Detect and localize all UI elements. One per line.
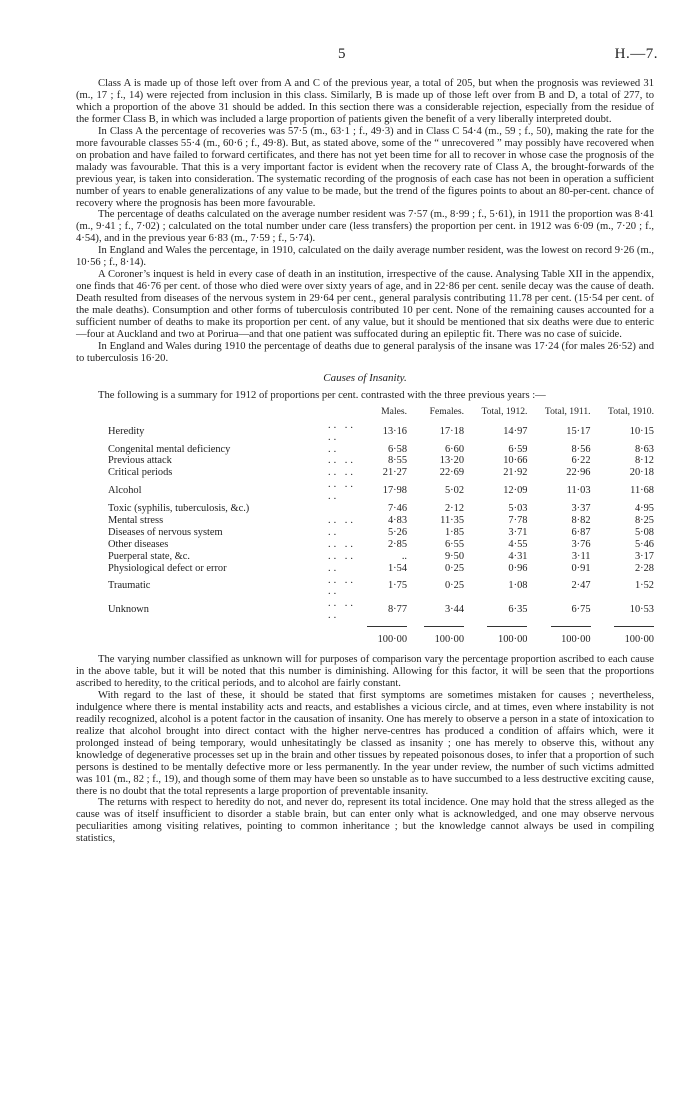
cell-value: 21·92 bbox=[503, 467, 528, 479]
table-header-row bbox=[76, 406, 654, 420]
leader-dots: .. .. bbox=[328, 550, 356, 562]
cell-value: 8·63 bbox=[634, 443, 654, 455]
cell-value: 2·28 bbox=[634, 562, 654, 574]
cell-value: 6·60 bbox=[444, 443, 465, 455]
total-value: 100·00 bbox=[498, 634, 528, 646]
cause-label: Other diseases bbox=[108, 538, 169, 550]
cause-label: Unknown bbox=[108, 604, 149, 616]
cell-value: 13·20 bbox=[439, 455, 465, 467]
cell-value: 11·03 bbox=[566, 485, 591, 497]
table-row bbox=[76, 420, 654, 444]
paragraph-general-paralysis: In England and Wales during 1910 the percentage of deaths due to general paralysis of the insane was 17·24 (for males 26·52) and to tuberculosis 16·20. bbox=[76, 340, 654, 364]
cell-value: 3·37 bbox=[571, 503, 591, 515]
cell-value: 5·08 bbox=[634, 526, 654, 538]
cell-value: 8·12 bbox=[634, 455, 654, 467]
cell-value: 14·97 bbox=[503, 425, 528, 437]
cell-value: 5·02 bbox=[444, 485, 465, 497]
cell-value: 1·85 bbox=[444, 526, 465, 538]
cell-value: 7·46 bbox=[387, 503, 408, 515]
leader-dots: .. .. bbox=[328, 514, 356, 526]
cell-value: 2·12 bbox=[444, 503, 465, 515]
paragraph-alcohol: With regard to the last of these, it should be stated that first symptoms are sometimes mistaken for causes ; nevertheless, indulgence where there is mental instability acts and reacts, and establishes a vicious circle, and at times, even where instability is not readily recognized, alcohol is a potent factor in the causation of insanity. One has merely to observe a person in a state of intoxication to realize that alcohol brought into direct contact with the higher nerve-centres has produced a condition of affairs which, were it prolonged instead of being temporary, would unhesitatingly be classed as insanity ; one has merely to observe this, without any knowledge of degenerative processes set up in the brain and other tissues by repeated poisonous doses, to infer that a proportion of such persons is destined to be mentally defective more or less permanently. In the year under review, the number of such victims admitted was 101 (m., 82 ; f., 19), and though some of them may have been so unstable as to have succumbed to a less destructive exciting cause, there is no doubt that the total represents a large proportion of preventable insanity. bbox=[76, 689, 654, 797]
cause-label: Heredity bbox=[108, 425, 145, 437]
table-row bbox=[76, 563, 654, 575]
cell-value: 11·35 bbox=[440, 514, 465, 526]
cell-value: 15·17 bbox=[566, 425, 591, 437]
cause-label: Diseases of nervous system bbox=[108, 526, 223, 538]
paragraph-varying-number: The varying number classified as unknown will for purposes of comparison vary the percentage proportion ascribed to each cause in the above table, but it will be noted that this number is diminishing. Allowing for this factor, it will be seen that the proportions ascribed to heredity, to the critical periods, and to alcohol are fairly constant. bbox=[76, 654, 654, 689]
leader-dots: .. .. .. bbox=[328, 574, 356, 598]
table-row bbox=[76, 515, 654, 527]
leader-dots: .. .. .. bbox=[328, 419, 356, 443]
cell-value: 20·18 bbox=[629, 467, 654, 479]
cell-value: 3·17 bbox=[634, 550, 654, 562]
table-row bbox=[76, 479, 654, 503]
column-header: Total, 1910. bbox=[608, 405, 654, 417]
cell-value: .. bbox=[401, 550, 408, 562]
cell-value: 1·54 bbox=[387, 562, 408, 574]
cell-value: 5·26 bbox=[387, 526, 408, 538]
cell-value: 8·56 bbox=[571, 443, 591, 455]
leader-dots: .. .. .. bbox=[328, 479, 356, 503]
paragraph-england-wales-deaths: In England and Wales the percentage, in 1910, calculated on the daily average number resident, was the lowest on record 9·26 (m., 10·56 ; f., 8·14). bbox=[76, 245, 654, 269]
cause-label: Critical periods bbox=[108, 467, 173, 479]
cell-value: 4·95 bbox=[634, 503, 654, 515]
column-header: Total, 1911. bbox=[544, 405, 591, 417]
total-rule bbox=[487, 626, 527, 627]
cell-value: 3·71 bbox=[508, 526, 528, 538]
table-intro: The following is a summary for 1912 of proportions per cent. contrasted with the three previous years :— bbox=[98, 389, 546, 401]
cell-value: 22·69 bbox=[439, 467, 465, 479]
total-rule bbox=[367, 626, 407, 627]
cell-value: 8·77 bbox=[387, 604, 408, 616]
paragraph-recoveries: In Class A the percentage of recoveries was 57·5 (m., 63·1 ; f., 49·3) and in Class C 54·4 (m., 59 ; f., 50), making the rate for the more favourable classes 55·4 (m., 60·6 ; f., 49·8). But, as stated above, some of the “ unrecovered ” may possibly have recovered when on probation and have failed to forward certificates, and there has not yet been time for all to recover in whose case the prognosis of the malady was favourable. That this is a very important factor is evident when the recovery rate of Class A, the brought-forwards of the previous year, is taken into consideration. The systematic recording of the prognosis of each case has not been in operation a sufficient number of years to enable generalizations of any value to be made, but the trend of the figures points to about an 80-per-cent. chance of recovery where the prognosis has been more favourable. bbox=[76, 125, 654, 209]
table-row bbox=[76, 598, 654, 622]
cell-value: 0·96 bbox=[508, 562, 528, 574]
cell-value: 5·46 bbox=[634, 538, 654, 550]
cell-value: 13·16 bbox=[382, 425, 408, 437]
paragraph-deaths: The percentage of deaths calculated on the average number resident was 7·57 (m., 8·99 ; f., 5·61), in 1911 the proportion was 8·41 (m., 9·41 ; f., 7·02) ; calculated on the total number under care (less transfers) the proportion per cent. in 1912 was 6·09 (m., 7·20 ; f., 4·54), and in the previous year 6·83 (m., 7·59 ; f., 5·74). bbox=[76, 209, 654, 245]
cell-value: 6·58 bbox=[387, 443, 408, 455]
table-row bbox=[76, 503, 654, 515]
cell-value: 17·98 bbox=[382, 485, 408, 497]
table-body bbox=[76, 420, 654, 646]
column-header: Males. bbox=[381, 405, 408, 417]
table-row bbox=[76, 455, 654, 467]
leader-dots: .. bbox=[328, 443, 340, 455]
leader-dots: .. bbox=[328, 526, 340, 538]
cause-label: Previous attack bbox=[108, 455, 172, 467]
cell-value: 6·59 bbox=[508, 443, 528, 455]
paragraph-class-a: Class A is made up of those left over from A and C of the previous year, a total of 205, but when the prognosis was reviewed 31 (m., 17 ; f., 14) were rejected from inclusion in this class. Similarly, B is made up of those left over from B and D, a total of 277, to which a proportion of the above 31 should be added. In this section there was a considerable rejection, especially from the residue of the former Class B, in which was included a large proportion of patients given the benefit of a very liberally interpreted doubt. bbox=[76, 78, 654, 125]
table-row bbox=[76, 551, 654, 563]
cell-value: 21·27 bbox=[382, 467, 408, 479]
cell-value: 3·44 bbox=[444, 604, 465, 616]
cell-value: 11·68 bbox=[630, 485, 654, 497]
cell-value: 0·25 bbox=[444, 580, 465, 592]
column-header: Females. bbox=[429, 405, 465, 417]
cell-value: 3·76 bbox=[571, 538, 591, 550]
cause-label: Physiological defect or error bbox=[108, 562, 227, 574]
cell-value: 10·15 bbox=[629, 425, 654, 437]
cell-value: 8·82 bbox=[571, 514, 591, 526]
cell-value: 4·55 bbox=[508, 538, 528, 550]
cell-value: 6·35 bbox=[508, 604, 528, 616]
cell-value: 10·66 bbox=[503, 455, 528, 467]
cause-label: Alcohol bbox=[108, 485, 142, 497]
cell-value: 6·55 bbox=[444, 538, 465, 550]
cell-value: 7·78 bbox=[508, 514, 528, 526]
cell-value: 0·25 bbox=[444, 562, 465, 574]
document-body bbox=[76, 78, 654, 845]
cell-value: 12·09 bbox=[503, 485, 528, 497]
cell-value: 17·18 bbox=[439, 425, 465, 437]
leader-dots: .. .. bbox=[328, 538, 356, 550]
cell-value: 2·47 bbox=[571, 580, 591, 592]
cell-value: 1·52 bbox=[634, 580, 654, 592]
total-rule bbox=[551, 626, 591, 627]
cause-label: Mental stress bbox=[108, 514, 164, 526]
total-rule bbox=[424, 626, 464, 627]
leader-dots: .. .. .. bbox=[328, 598, 356, 622]
table-row bbox=[76, 575, 654, 599]
cell-value: 4·83 bbox=[387, 514, 408, 526]
paragraph-heredity: The returns with respect to heredity do not, and never do, represent its total incidence. One may hold that the stress alleged as the cause was of itself insufficient to disorder a stable brain, but can enter only what is acknowledged, and one may observe nervous peculiarities among visiting relatives, pointing to common inheritance ; but the knowledge cannot always be used in compiling statistics, bbox=[76, 797, 654, 845]
cause-label: Congenital mental deficiency bbox=[108, 443, 231, 455]
table-row bbox=[76, 527, 654, 539]
cause-label: Puerperal state, &c. bbox=[108, 550, 190, 562]
total-value: 100·00 bbox=[624, 634, 654, 646]
cell-value: 4·31 bbox=[508, 550, 528, 562]
total-value: 100·00 bbox=[377, 634, 408, 646]
leader-dots: .. bbox=[328, 562, 340, 574]
page-number: 5 bbox=[338, 46, 346, 62]
leader-dots: .. .. bbox=[328, 455, 356, 467]
document-reference: H.—7. bbox=[614, 46, 658, 62]
causes-of-insanity-table bbox=[76, 406, 654, 646]
cell-value: 8·25 bbox=[634, 514, 654, 526]
cause-label: Toxic (syphilis, tuberculosis, &c.) bbox=[108, 503, 250, 515]
totals-row bbox=[76, 628, 654, 646]
cell-value: 9·50 bbox=[444, 550, 465, 562]
cell-value: 10·53 bbox=[629, 604, 654, 616]
paragraph-coroner-inquest: A Coroner’s inquest is held in every case of death in an institution, irrespective of the cause. Analysing Table XII in the appendix, one finds that 46·76 per cent. of those who died were over sixty years of age, and in 22·86 per cent. senile decay was the cause of death. Death resulted from diseases of the nervous system in 29·64 per cent., general paralysis contributing 11.78 per cent. (15·54 per cent. of the male deaths). Consumption and other forms of tuberculosis contributed 10 per cent. None of the remaining causes accounted for a sufficient number of deaths to make its proportion per cent. of any value, but it should be mentioned that six deaths were due to enteric—four at Auckland and two at Porirua—and that one patient was suffocated during an epileptic fit. There was no case of suicide. bbox=[76, 269, 654, 341]
cell-value: 8·55 bbox=[387, 455, 408, 467]
leader-dots bbox=[328, 503, 364, 515]
cell-value: 5·03 bbox=[508, 503, 528, 515]
cell-value: 6·87 bbox=[571, 526, 591, 538]
section-heading: Causes of Insanity. bbox=[323, 371, 407, 384]
total-rule bbox=[614, 626, 654, 627]
cell-value: 3·11 bbox=[571, 550, 591, 562]
cell-value: 6·75 bbox=[571, 604, 591, 616]
cell-value: 6·22 bbox=[571, 455, 591, 467]
cell-value: 1·08 bbox=[508, 580, 528, 592]
table-row bbox=[76, 467, 654, 479]
total-value: 100·00 bbox=[561, 634, 591, 646]
cell-value: 22·96 bbox=[566, 467, 591, 479]
table-row bbox=[76, 444, 654, 456]
cell-value: 1·75 bbox=[387, 580, 408, 592]
column-header: Total, 1912. bbox=[481, 405, 528, 417]
cell-value: 2·85 bbox=[387, 538, 408, 550]
leader-dots: .. .. bbox=[328, 467, 356, 479]
cell-value: 0·91 bbox=[571, 562, 591, 574]
total-value: 100·00 bbox=[434, 634, 465, 646]
table-row bbox=[76, 539, 654, 551]
cause-label: Traumatic bbox=[108, 580, 151, 592]
